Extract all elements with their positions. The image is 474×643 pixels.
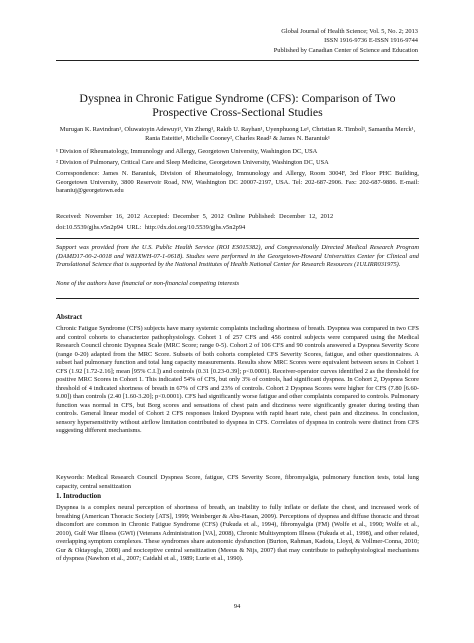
affiliation-2: ² Division of Pulmonary, Critical Care and Sleep Medicine, Georgetown University, Washington DC, USA (56, 159, 329, 166)
journal-publisher: Published by Canadian Center of Science and Education (273, 46, 418, 54)
page-number: 94 (233, 603, 241, 610)
keywords (56, 474, 419, 491)
keywords-text: Medical Research Council Dyspnea Score, fatigue, CFS Severity Score, fibromyalgia, pulmonary function tests, total lung capacity, central sensitization (56, 474, 419, 490)
conflict-statement: None of the authors have financial or non-financial competing interests (56, 280, 240, 287)
abstract-text: Chronic Fatigue Syndrome (CFS) subjects have many systemic complaints including shortness of breath. Dyspnea was compared in two CFS and control cohorts to characterize pathophysiology. Cohort 1 of 257 CFS and 456 control subjects were compared using the Medical Research Council chronic Dyspnea Scale (MRC Score; range 0-5). Cohort 2 of 106 CFS and 90 controls answered a Dyspnea Severity Score (range 0-20) adapted from the MRC Score. Subsets of both cohorts completed CFS Severity Scores, fatigue, and other questionnaires. A subset had pulmonary function and total lung capacity measurements. Results show MRC Scores were equivalent between sexes in Cohort 1 CFS (1.92 [1.72-2.16]; mean [95% C.I.]) and controls (0.31 [0.23-0.39]; p<0.0001). Receiver-operator curves identified 2 as the threshold for positive MRC Scores in Cohort 1. This indicated 54% of CFS, but only 3% of controls, had significant dyspnea. In Cohort 2, Dyspnea Score threshold of 4 indicated shortness of breath in 67% of CFS and 23% of controls. Cohort 2 Dyspnea Scores were higher for CFS (7.80 [6.60-9.00]) than controls (2.40 [1.60-3.20]; p<0.0001). CFS had significantly worse fatigue and other complaints compared to controls. Pulmonary function was normal in CFS, but Borg scores and sensations of chest pain and dizziness were significantly greater during testing than controls. General linear model of Cohort 2 CFS responses linked Dyspnea with rapid heart rate, chest pain and dizziness. In conclusion, sensory hypersensitivity without airflow limitation contributed to dyspnea in CFS. Correlates of dyspnea in controls were distinct from CFS suggesting different mechanisms. (56, 325, 419, 434)
meta-divider (56, 238, 419, 239)
funding-statement: Support was provided from the U.S. Public Health Service (ROI ES015382), and Congressionally Directed Medical Research Program (DAMD17-00-2-0018 and W81XWH-07-1-0618). Studies were performed in the Georgetown-Howard Universities Center for Clinical and Translational Science that is supported by the National Institutes of Health National Center for Research Resources (1ULIRR031975). (56, 244, 419, 268)
header-divider (56, 60, 419, 61)
affiliation-1: ¹ Division of Rheumatology, Immunology and Allergy, Georgetown University, Washington DC, USA (56, 148, 318, 155)
introduction-text: Dyspnea is a complex neural perception of shortness of breath, an inability to fully inflate or deflate the chest, and increased work of breathing (American Thoracic Society [ATS], 1999; Weinberger & Abu-Hasan, 2009). Perceptions of dyspnea and diffuse thoracic and throat discomfort are common in Chronic Fatigue Syndrome (CFS) (Fukuda et al., 1994), fibromyalgia (FM) (Wolfe et al., 1990; Wolfe et al., 2010), Gulf War Illness (GWI) (Veterans Administration [VA], 2008), Chronic Multisymptom Illness (Fukuda et al., 1998), and other related, overlapping symptom complexes. These syndromes share autonomic dysfunction (Burton, Rahman, Kadota, Lloyd, & Vollmer-Conna, 2010; Gur & Oktayoglu, 2008) and nociceptive central sensitization (Meeus & Nijs, 2007) that may contribute to pathophysiological mechanisms of dyspnea (Nawhon et al., 2007; Caidahl et al., 1989; Lurie et al., 1990). (56, 504, 419, 562)
journal-citation: Global Journal of Health Science; Vol. 5, No. 2; 2013 (281, 28, 418, 35)
publication-dates: Received: November 16, 2012 Accepted: December 5, 2012 Online Published: December 12, 2012 (56, 213, 334, 220)
article-title: Dyspnea in Chronic Fatigue Syndrome (CFS): Comparison of Two Prospective Cross-Sectional Studies (79, 90, 396, 120)
doi-line: doi:10.5539/gjhs.v5n2p94 URL: http://dx.doi.org/10.5539/gjhs.v5n2p94 (56, 224, 246, 231)
journal-header (274, 27, 418, 55)
introduction-heading: 1. Introduction (56, 492, 101, 500)
correspondence: Correspondence: James N. Baraniuk, Division of Rheumatology, Immunology and Allergy, Room 3004F, 3rd Floor PHC Building, Georgetown University, 3800 Reservoir Road, NW, Washington DC 20007-2197, USA. Tel: 202-687-2906. Fax: 202-687-9886. E-mail: baraniuj@georgetown.edu (56, 170, 419, 194)
journal-issn: ISSN 1916-9736 E-ISSN 1916-9744 (324, 37, 418, 45)
keywords-label: Keywords: (56, 474, 85, 481)
abstract-heading: Abstract (56, 313, 83, 321)
statement-divider (56, 298, 419, 299)
author-list: Murugan K. Ravindran¹, Oluwatoyin Adewuyi¹, Yin Zheng¹, Rakib U. Rayhan¹, Uyenphuong Le¹, Christian R. Timbol¹, Samantha Merck¹, Rania Esteitie¹, Michelle Cooney², Charles Read² & James N. Baraniuk¹ (59, 126, 416, 142)
